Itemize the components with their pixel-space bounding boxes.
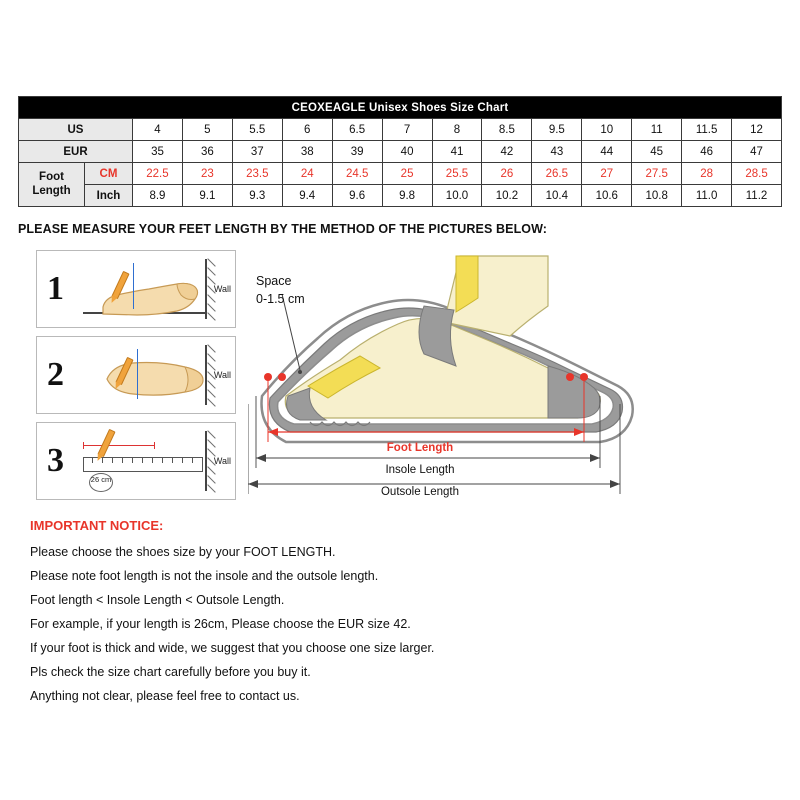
- cell: 45: [632, 141, 682, 163]
- cell: 9.4: [282, 185, 332, 207]
- wall-line: [205, 431, 207, 491]
- step-number: 3: [47, 442, 64, 479]
- cell: 25.5: [432, 163, 482, 185]
- notice-line: Pls check the size chart carefully before you buy it.: [30, 665, 311, 679]
- ruler-reading: 26 cm: [89, 473, 113, 492]
- cell: 10: [582, 119, 632, 141]
- step-number: 1: [47, 270, 64, 307]
- table-title: CEOXEAGLE Unisex Shoes Size Chart: [19, 97, 782, 119]
- row-header-us: US: [19, 119, 133, 141]
- cell: 9.6: [332, 185, 382, 207]
- cell: 22.5: [133, 163, 183, 185]
- unit-cm: CM: [85, 163, 133, 185]
- cell: 5.5: [232, 119, 282, 141]
- cell: 10.8: [632, 185, 682, 207]
- notice-line: Anything not clear, please feel free to contact us.: [30, 689, 300, 703]
- outsole-length-dimension-label: Outsole Length: [380, 486, 459, 498]
- cell: 23: [182, 163, 232, 185]
- cell: 42: [482, 141, 532, 163]
- cell: 8: [432, 119, 482, 141]
- cell: 27: [582, 163, 632, 185]
- cell: 11: [632, 119, 682, 141]
- notice-line: If your foot is thick and wide, we suggest that you choose one size larger.: [30, 641, 435, 655]
- cell: 6.5: [332, 119, 382, 141]
- step-number: 2: [47, 356, 64, 393]
- table-title-row: [19, 97, 782, 119]
- cell: 38: [282, 141, 332, 163]
- cell: 27.5: [632, 163, 682, 185]
- cell: 25: [382, 163, 432, 185]
- foot-length-dimension-label: Foot Length: [386, 442, 454, 454]
- foot-length-label-line1: Foot: [39, 171, 64, 184]
- size-chart-table-wrapper: [18, 96, 782, 207]
- cell: 47: [732, 141, 782, 163]
- cell: 39: [332, 141, 382, 163]
- step-3-panel: [36, 422, 236, 500]
- guide-line: [137, 349, 138, 399]
- cell: 24.5: [332, 163, 382, 185]
- notice-line: For example, if your length is 26cm, Please choose the EUR size 42.: [30, 617, 411, 631]
- cell: 9.5: [532, 119, 582, 141]
- step-1-panel: [36, 250, 236, 328]
- pencil-icon: [97, 429, 115, 457]
- table-row: [19, 141, 782, 163]
- wall-label: Wall: [213, 370, 231, 380]
- notice-line: Please choose the shoes size by your FOOT LENGTH.: [30, 545, 336, 559]
- row-header-eur: EUR: [19, 141, 133, 163]
- cell: 4: [133, 119, 183, 141]
- cell: 26: [482, 163, 532, 185]
- step-2-panel: [36, 336, 236, 414]
- cell: 8.9: [133, 185, 183, 207]
- cell: 10.0: [432, 185, 482, 207]
- cell: 11.2: [732, 185, 782, 207]
- space-label-line2: 0-1.5 cm: [256, 292, 305, 307]
- table-row: [19, 163, 782, 185]
- notice-line: Please note foot length is not the insole and the outsole length.: [30, 569, 379, 583]
- cell: 9.1: [182, 185, 232, 207]
- foot-side-illustration: [37, 251, 237, 329]
- size-chart-table: [18, 96, 782, 207]
- cell: 36: [182, 141, 232, 163]
- cell: 46: [682, 141, 732, 163]
- cell: 44: [582, 141, 632, 163]
- insole-length-dimension-label: Insole Length: [385, 464, 455, 476]
- measure-span: [83, 445, 155, 446]
- cell: 28.5: [732, 163, 782, 185]
- wall-label: Wall: [213, 456, 231, 466]
- notice-line: Foot length < Insole Length < Outsole Length.: [30, 593, 285, 607]
- notice-list: [30, 540, 630, 708]
- measure-steps: [36, 250, 236, 508]
- cell: 24: [282, 163, 332, 185]
- space-label-line1: Space: [256, 274, 292, 288]
- guide-line: [133, 263, 134, 309]
- cell: 6: [282, 119, 332, 141]
- cell: 9.8: [382, 185, 432, 207]
- cell: 23.5: [232, 163, 282, 185]
- cell: 7: [382, 119, 432, 141]
- table-row: [19, 185, 782, 207]
- cell: 28: [682, 163, 732, 185]
- cell: 11.0: [682, 185, 732, 207]
- table-row: [19, 119, 782, 141]
- cell: 37: [232, 141, 282, 163]
- cell: 10.2: [482, 185, 532, 207]
- cell: 43: [532, 141, 582, 163]
- cell: 41: [432, 141, 482, 163]
- notice-title: IMPORTANT NOTICE:: [30, 518, 164, 533]
- cell: 35: [133, 141, 183, 163]
- cell: 40: [382, 141, 432, 163]
- cell: 9.3: [232, 185, 282, 207]
- cell: 10.4: [532, 185, 582, 207]
- space-annotation: [256, 272, 305, 308]
- measure-instruction: PLEASE MEASURE YOUR FEET LENGTH BY THE METHOD OF THE PICTURES BELOW:: [18, 222, 548, 236]
- row-header-foot-length: [19, 163, 85, 207]
- cell: 5: [182, 119, 232, 141]
- foot-length-label-line2: Length: [32, 184, 71, 197]
- cell: 11.5: [682, 119, 732, 141]
- cell: 12: [732, 119, 782, 141]
- unit-inch: Inch: [85, 185, 133, 207]
- wall-label: Wall: [213, 284, 231, 294]
- cell: 10.6: [582, 185, 632, 207]
- cell: 26.5: [532, 163, 582, 185]
- cell: 8.5: [482, 119, 532, 141]
